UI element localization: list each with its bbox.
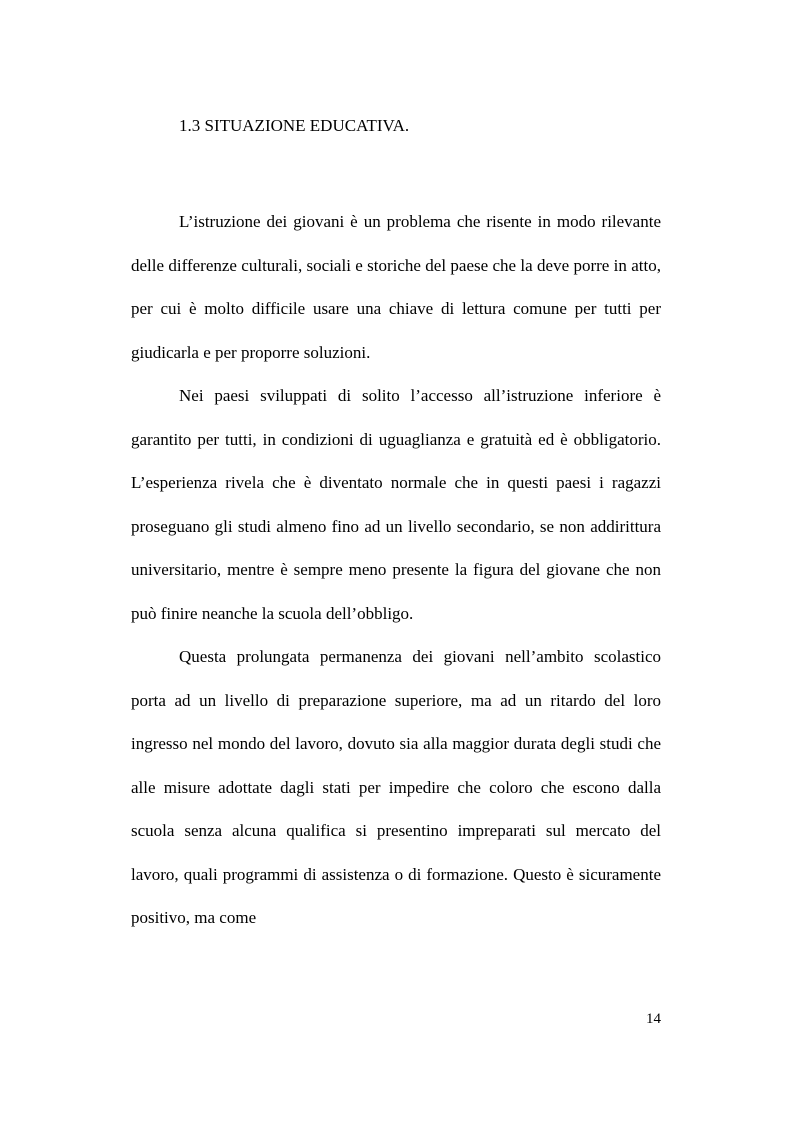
paragraph-1: L’istruzione dei giovani è un problema che risente in modo rilevante delle differenze culturali, sociali e storiche del paese che la deve porre in atto, per cui è molto difficile usare una chiave di lettura comune per tutti per giudicarla e per proporre soluzioni.	[131, 212, 661, 362]
section-heading: 1.3 SITUAZIONE EDUCATIVA.	[179, 116, 410, 135]
page-number: 14	[646, 1011, 661, 1027]
paragraph-3: Questa prolungata permanenza dei giovani nell’ambito scolastico porta ad un livello di preparazione superiore, ma ad un ritardo del loro ingresso nel mondo del lavoro, dovuto sia alla maggior durata degli studi che alle misure adottate dagli stati per impedire che coloro che escono dalla scuola senza alcuna qualifica si presentino impreparati sul mercato del lavoro, quali programmi di assistenza o di formazione. Questo è sicuramente positivo, ma come	[131, 647, 661, 927]
paragraph-2: Nei paesi sviluppati di solito l’accesso all’istruzione inferiore è garantito per tutti, in condizioni di uguaglianza e gratuità ed è obbligatorio. L’esperienza rivela che è diventato normale che in questi paesi i ragazzi proseguano gli studi almeno fino ad un livello secondario, se non addirittura universitario, mentre è sempre meno presente la figura del giovane che non può finire neanche la scuola dell’obbligo.	[131, 386, 661, 623]
body-text	[131, 200, 661, 940]
